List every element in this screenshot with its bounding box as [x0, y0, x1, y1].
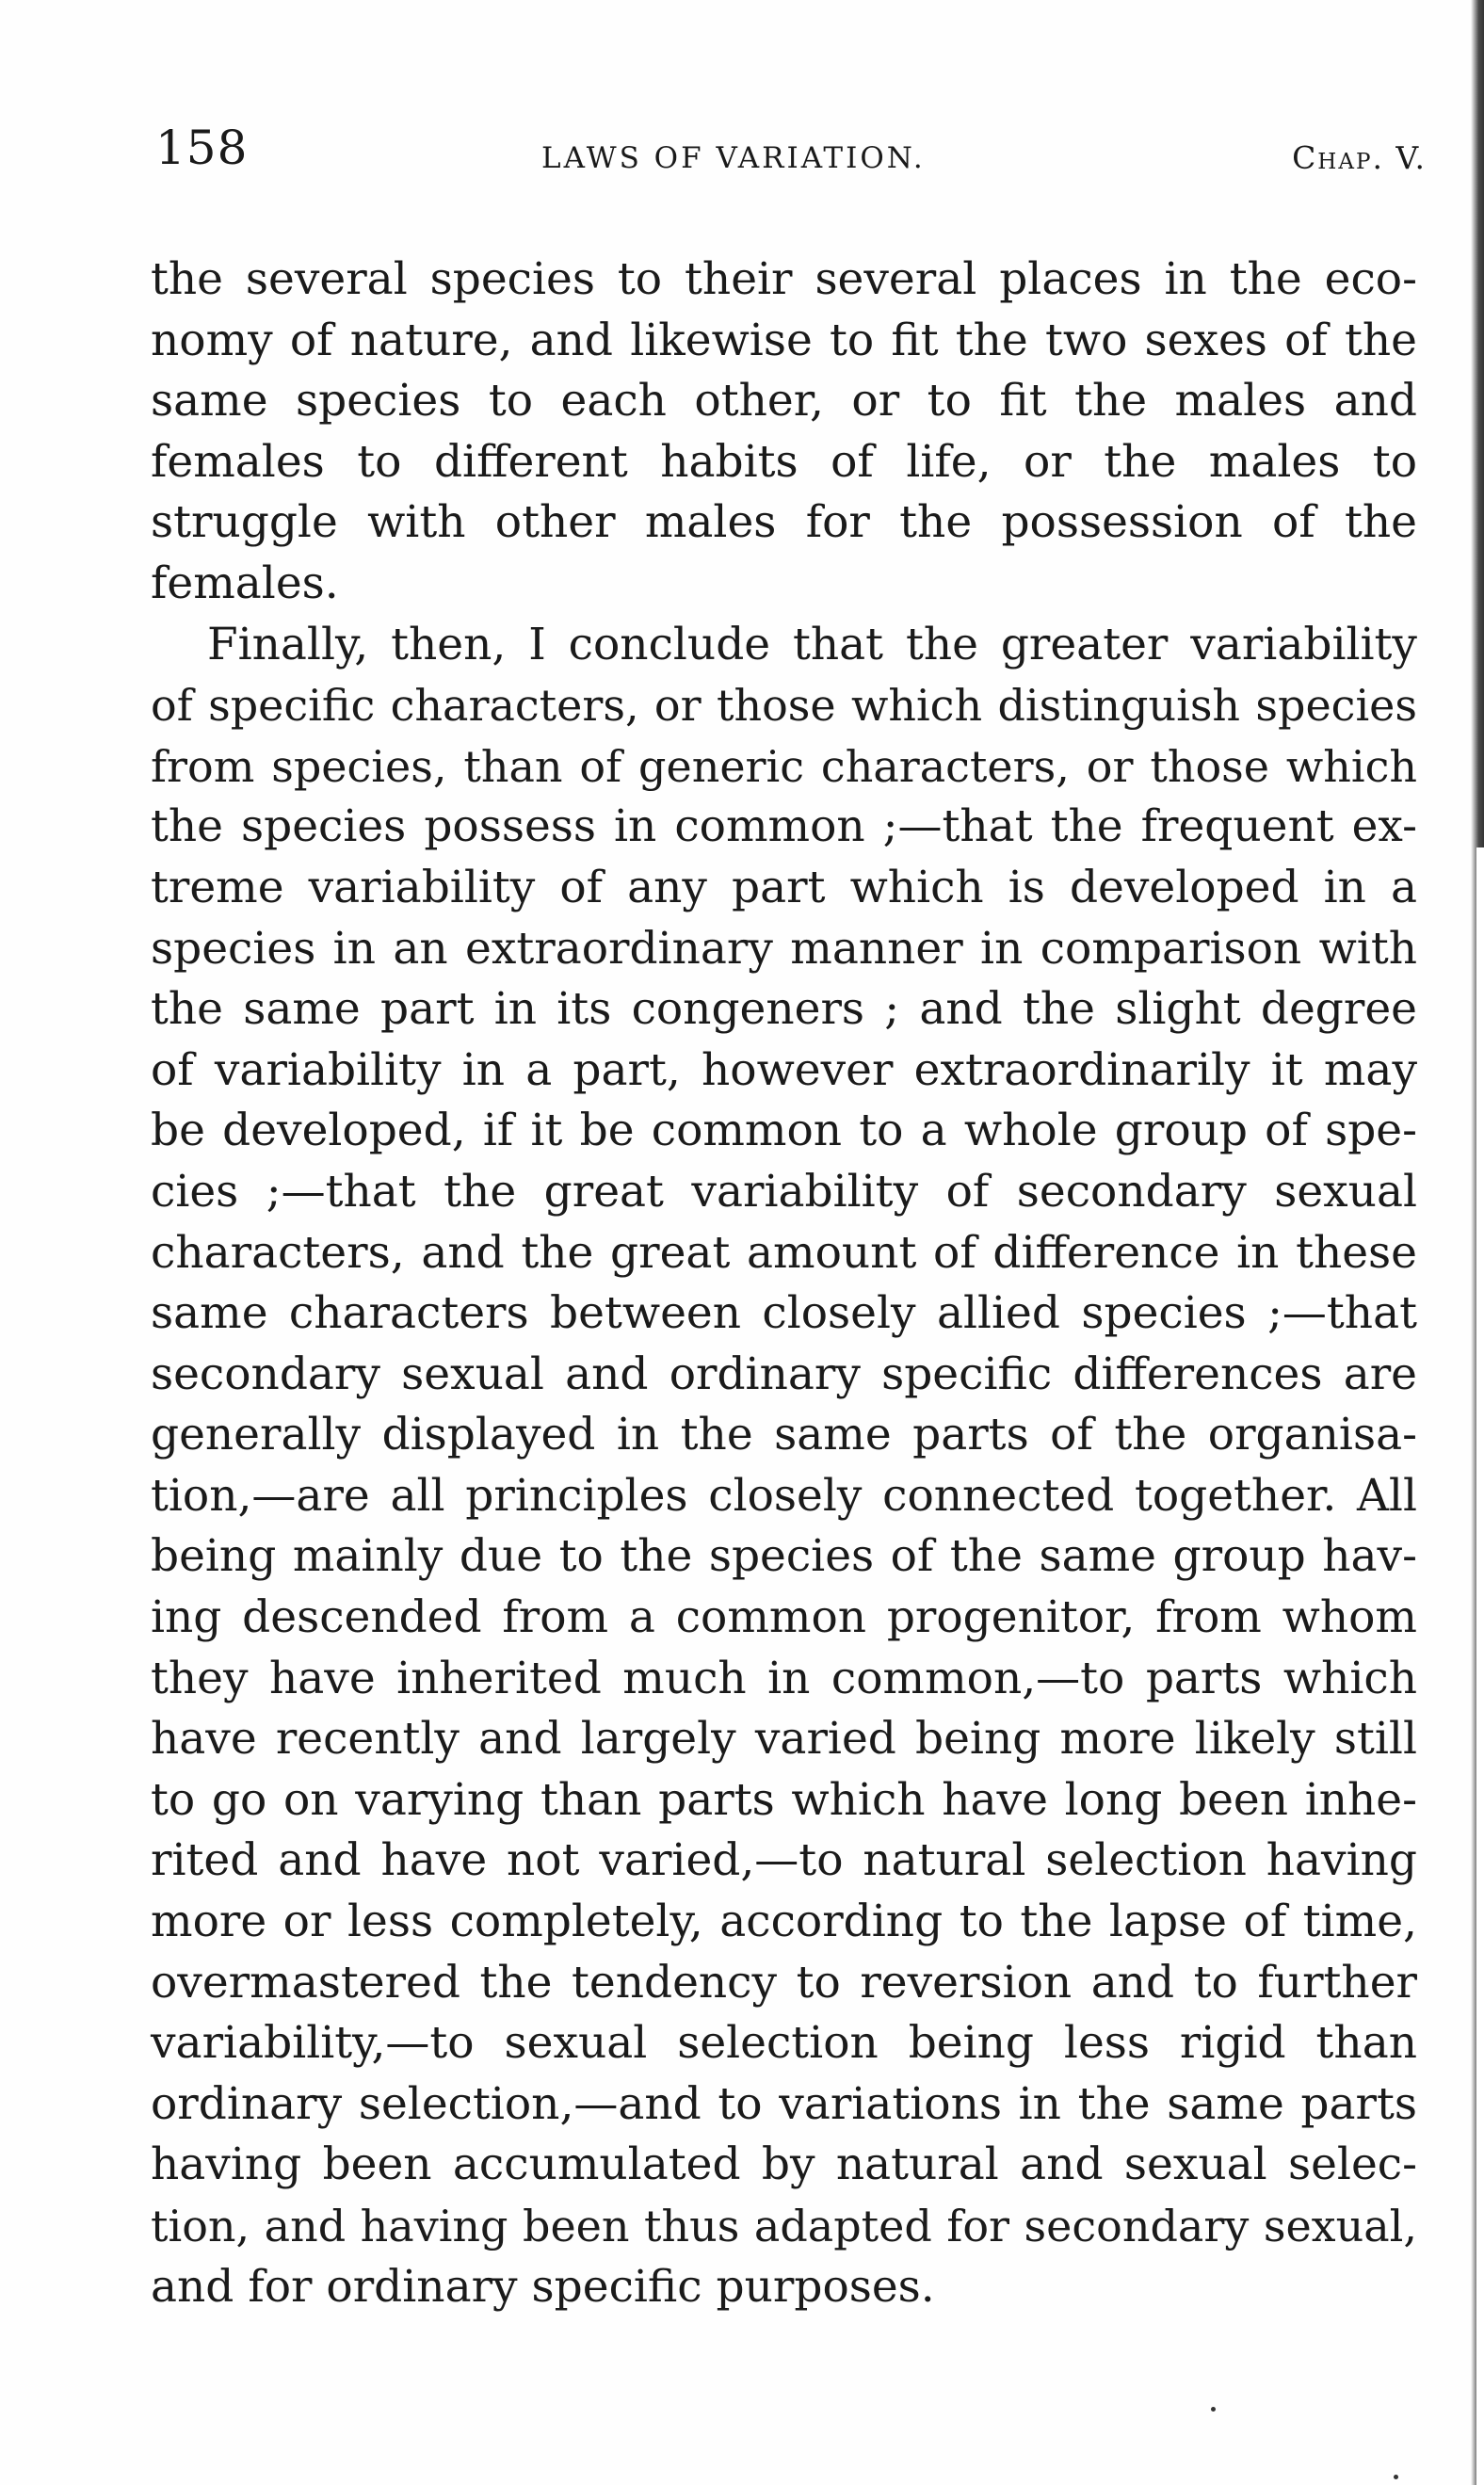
- text-line: females.: [151, 557, 339, 609]
- text-line: species in an extraordinary manner in comparison with: [151, 922, 1417, 975]
- header-chapter: Chap. V.: [1292, 139, 1427, 176]
- text-line: treme variability of any part which is developed in a: [151, 861, 1417, 913]
- text-line: and for ordinary specific purposes.: [151, 2260, 935, 2313]
- text-line: struggle with other males for the possession of the: [151, 496, 1417, 549]
- running-head: [155, 121, 1427, 186]
- page-edge-blank: [1476, 847, 1484, 2485]
- text-line: characters, and the great amount of difference in these: [151, 1226, 1417, 1279]
- page-number: 158: [155, 121, 249, 175]
- text-line: overmastered the tendency to reversion and to further: [151, 1956, 1417, 2009]
- header-title: LAWS OF VARIATION.: [541, 141, 926, 175]
- text-line: rited and have not varied,—to natural selection having: [151, 1834, 1417, 1887]
- print-speck: [1394, 2475, 1398, 2479]
- text-line: same characters between closely allied species ;—that: [151, 1287, 1417, 1340]
- text-line: of variability in a part, however extraordinarily it may: [151, 1043, 1417, 1096]
- print-speck: [1211, 2407, 1216, 2412]
- text-line: they have inherited much in common,—to parts which: [151, 1652, 1417, 1704]
- text-line: Finally, then, I conclude that the greater variability: [207, 618, 1417, 670]
- text-line: variability,—to sexual selection being less rigid than: [151, 2017, 1417, 2070]
- paragraph-1: [151, 250, 1417, 615]
- body-text: [151, 250, 1417, 2317]
- text-line: nomy of nature, and likewise to fit the two sexes of the: [151, 314, 1417, 366]
- text-line: same species to each other, or to fit the males and: [151, 375, 1417, 428]
- text-line: have recently and largely varied being more likely still: [151, 1713, 1417, 1766]
- paragraph-2: [151, 615, 1417, 2318]
- text-line: be developed, if it be common to a whole group of spe-: [151, 1105, 1417, 1157]
- text-line: females to different habits of life, or the males to: [151, 435, 1417, 488]
- text-line: being mainly due to the species of the same group hav-: [151, 1530, 1417, 1583]
- text-line: ing descended from a common progenitor, from whom: [151, 1591, 1417, 1644]
- text-line: more or less completely, according to the lapse of time,: [151, 1896, 1417, 1948]
- text-line: ordinary selection,—and to variations in the same parts: [151, 2077, 1417, 2130]
- text-line: the same part in its congeners ; and the slight degree: [151, 983, 1417, 1036]
- text-line: of specific characters, or those which distinguish species: [151, 680, 1417, 732]
- text-line: the several species to their several places in the eco-: [151, 253, 1417, 305]
- text-line: from species, than of generic characters, or those which: [151, 740, 1417, 792]
- text-line: cies ;—that the great variability of secondary sexual: [151, 1165, 1417, 1218]
- text-line: the species possess in common ;—that the frequent ex-: [151, 800, 1417, 853]
- text-line: tion,—are all principles closely connected together. All: [151, 1469, 1417, 1522]
- text-line: generally displayed in the same parts of the organisa-: [151, 1409, 1417, 1461]
- text-line: having been accumulated by natural and sexual selec-: [151, 2138, 1417, 2191]
- text-line: secondary sexual and ordinary specific differences are: [151, 1347, 1417, 1400]
- text-line: tion, and having been thus adapted for secondary sexual,: [151, 2201, 1417, 2251]
- text-line: to go on varying than parts which have long been inhe-: [151, 1773, 1417, 1826]
